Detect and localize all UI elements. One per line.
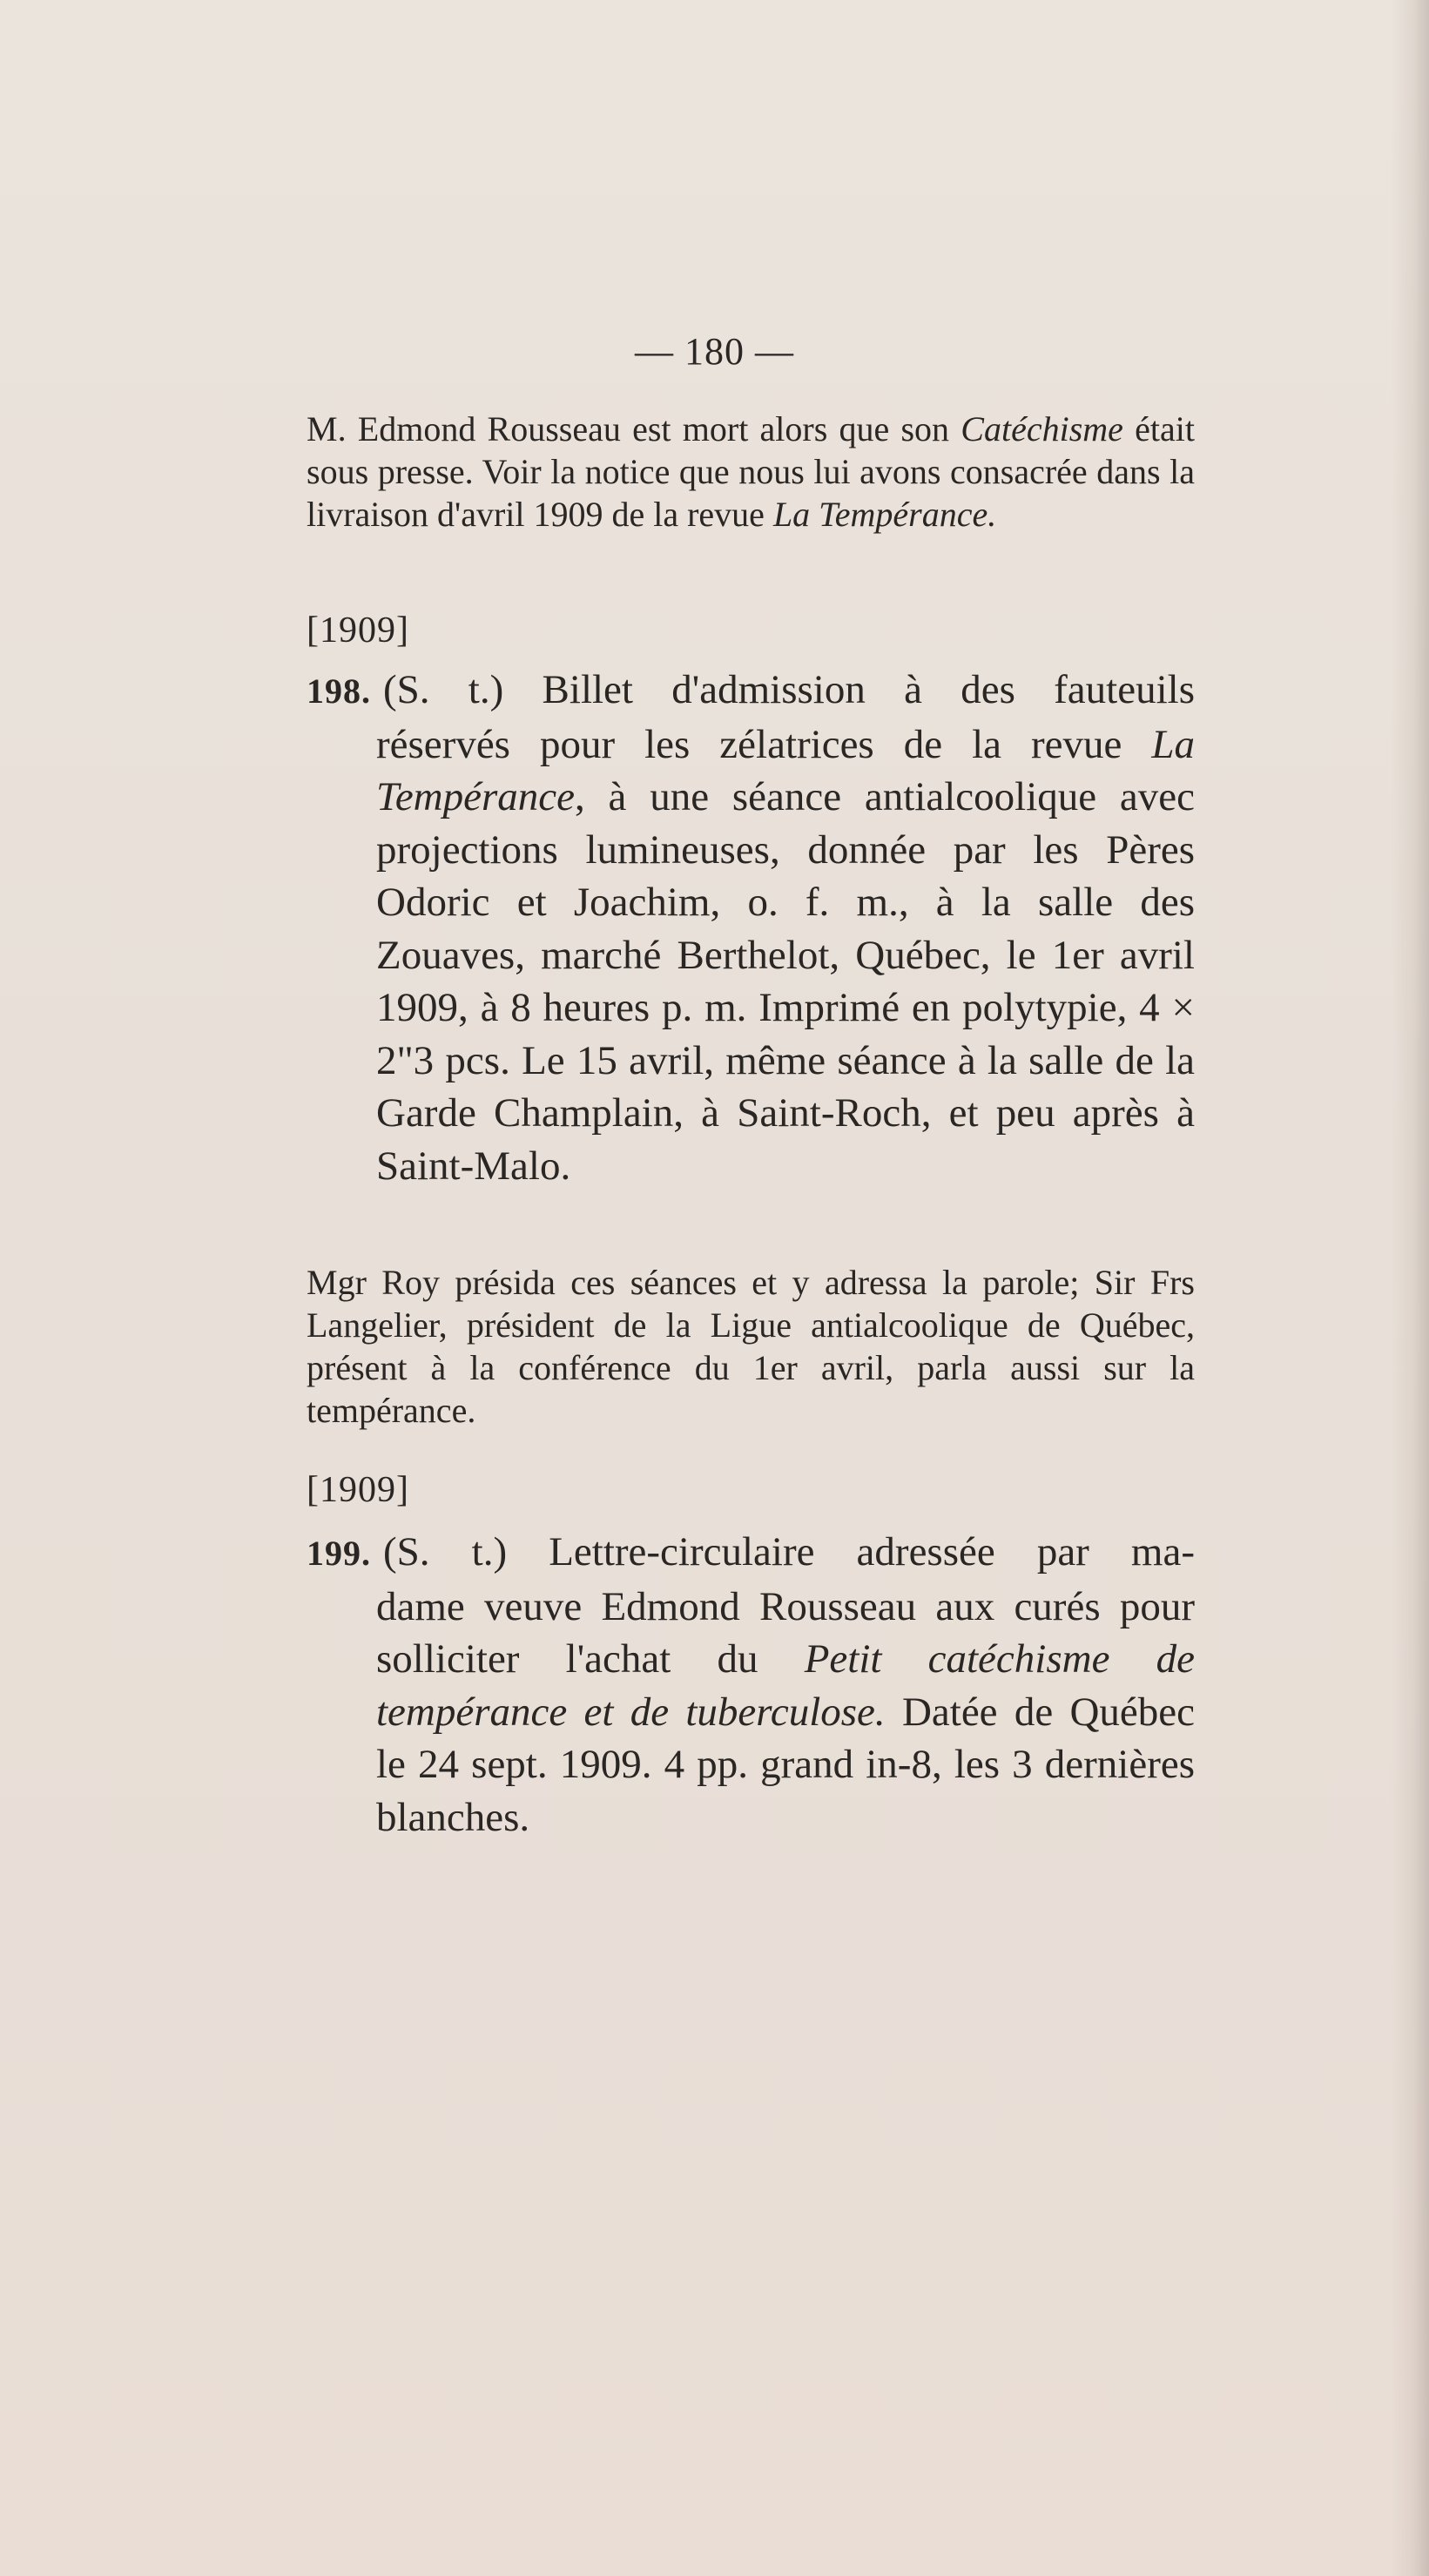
entry-199-number: 199.: [307, 1534, 371, 1573]
note-rousseau-death: [307, 408, 1195, 536]
entry-199: [307, 1526, 1195, 1844]
entry-198-year: [1909]: [307, 610, 409, 651]
note-text: M. Edmond Rousseau est mort alors que son: [307, 409, 961, 448]
note-seances: Mgr Roy présida ces séances et y adressa la parole; Sir Frs Langelier, président de la Ligue antialcoolique de Québec, présent à la conférence du 1er avril, parla aussi sur la tempérance.: [307, 1263, 1195, 1430]
entry-text: , à une séance antialcoolique avec projections lumineuses, donnée par les Pères Odoric et Joachim, o. f. m., à la salle des Zouaves, marché Berthelot, Québec, le 1er avril 1909, à 8 heures p. m. Imprimé en polytypie, 4 × 2"3 pcs. Le 15 avril, même séance à la salle de la Garde Champlain, à Saint-Roch, et peu après à Saint-Malo.: [376, 774, 1195, 1189]
entry-199-year: [1909]: [307, 1470, 409, 1510]
entry-198-body: [307, 718, 1195, 1193]
entry-199-head: [307, 1526, 1195, 1581]
entry-text: réservés pour les zélatrices de la revue: [376, 721, 1152, 767]
entry-198-number: 198.: [307, 671, 371, 711]
entry-text: Datée de Québec le 24 sept. 1909. 4 pp. grand in-8, les 3 dernières blanches.: [376, 1689, 1195, 1840]
entry-italic-title: La Tempérance: [376, 721, 1195, 819]
entry-text: dame veuve Edmond Rousseau aux curés pour solliciter l'achat du: [376, 1583, 1195, 1682]
note-italic-title: La Tempérance.: [772, 495, 997, 534]
entry-199-body: [307, 1581, 1195, 1844]
entry-italic-title: Petit catéchisme de tempérance et de tuberculose.: [376, 1636, 1195, 1735]
entry-198: [307, 664, 1195, 1192]
entry-198-head: [307, 664, 1195, 718]
entry-199-first-line: (S. t.) Lettre-circulaire adressée par ma-: [383, 1529, 1195, 1575]
entry-198-first-line: (S. t.) Billet d'admission à des fauteuils: [383, 667, 1195, 712]
page-number: — 180 —: [635, 330, 794, 373]
note-text: était sous presse. Voir la notice que nous lui avons consacrée dans la livraison d'avril 1909 de la revue: [307, 409, 1195, 534]
note-italic-title: Catéchisme: [961, 409, 1123, 448]
page-edge-shadow: [1391, 0, 1429, 2576]
